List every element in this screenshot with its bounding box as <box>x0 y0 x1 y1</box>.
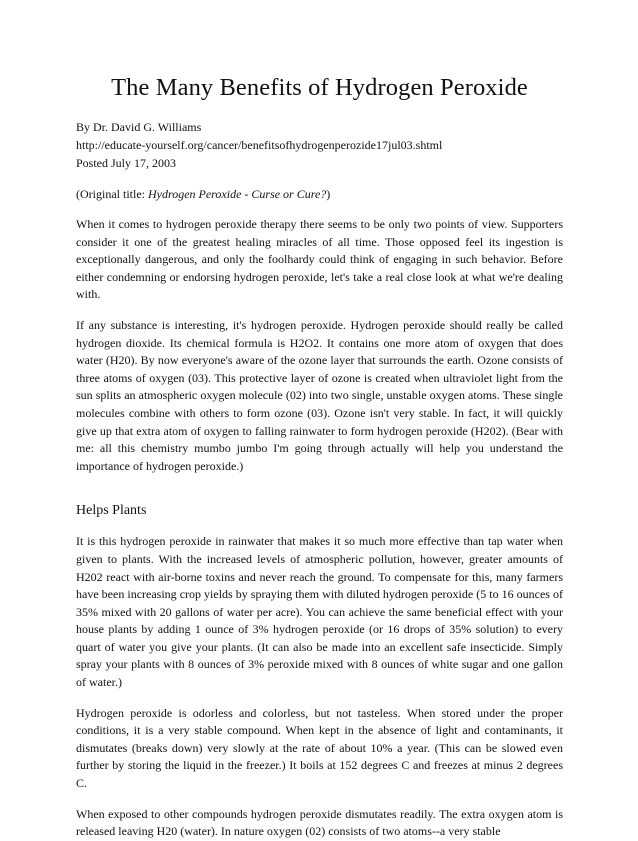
source-url: http://educate-yourself.org/cancer/benefitsofhydrogenperozide17jul03.shtml <box>76 138 443 152</box>
intro-paragraph-2: If any substance is interesting, it's hydrogen peroxide. Hydrogen peroxide should really be called hydrogen dioxide. Its chemical formula is H2O2. It contains one more atom of oxygen that does water (H20). By now everyone's aware of the ozone layer that surrounds the earth. Ozone consists of three atoms of oxygen (03). This protective layer of ozone is created when ultraviolet light from the sun splits an atmospheric oxygen molecule (02) into two single, unstable oxygen atoms. These single molecules combine with others to form ozone (03). Ozone isn't very stable. In fact, it will quickly give up that extra atom of oxygen to falling rainwater to form hydrogen peroxide (H202). (Bear with me: all this chemistry mumbo jumbo I'm going through actually will help you understand the importance of hydrogen peroxide.) <box>76 317 563 473</box>
original-title-note <box>76 185 563 203</box>
document-title: The Many Benefits of Hydrogen Peroxide <box>111 74 528 101</box>
section-paragraph-1: It is this hydrogen peroxide in rainwater that makes it so much more effective than tap water when given to plants. With the increased levels of atmospheric pollution, however, greater amounts of H202 react with air-borne toxins and never reach the ground. To compensate for this, many farmers have been increasing crop yields by spraying them with diluted hydrogen peroxide (5 to 16 ounces of 35% mixed with 20 gallons of water per acre). You can achieve the same beneficial effect with your house plants by adding 1 ounce of 3% hydrogen peroxide (or 16 drops of 35% solution) to every quart of water you give your plants. (It can also be made into an excellent safe insecticide. Simply spray your plants with 8 ounces of 3% peroxide mixed with 8 ounces of white sugar and one gallon of water.) <box>76 534 563 690</box>
section-heading-helps-plants: Helps Plants <box>76 503 147 519</box>
original-title: Hydrogen Peroxide - Curse or Cure? <box>147 187 327 201</box>
author-line: By Dr. David G. Williams <box>76 120 202 134</box>
original-title-prefix: (Original title: <box>76 187 148 201</box>
posted-date: Posted July 17, 2003 <box>76 156 177 170</box>
section-paragraph-2: Hydrogen peroxide is odorless and colorless, but not tasteless. When stored under the proper conditions, it is a very stable compound. When kept in the absence of light and contaminants, it dismutates (breaks down) very slowly at the rate of about 10% a year. (This can be slowed even further by storing the liquid in the freezer.) It boils at 152 degrees C and freezes at minus 2 degrees C. <box>76 705 563 791</box>
original-title-suffix: ) <box>326 187 331 201</box>
document-page <box>76 72 563 841</box>
byline-block <box>76 118 563 172</box>
section-paragraph-3: When exposed to other compounds hydrogen peroxide dismutates readily. The extra oxygen atom is released leaving H20 (water). In nature oxygen (02) consists of two atoms--a very stable <box>76 806 563 839</box>
intro-paragraph-1: When it comes to hydrogen peroxide therapy there seems to be only two points of view. Supporters consider it one of the greatest healing miracles of all time. Those opposed feel its ingestion is exceptionally dangerous, and only the foolhardy could think of engaging in such behavior. Before either condemning or endorsing hydrogen peroxide, let's take a real close look at what we're dealing with. <box>76 217 563 302</box>
